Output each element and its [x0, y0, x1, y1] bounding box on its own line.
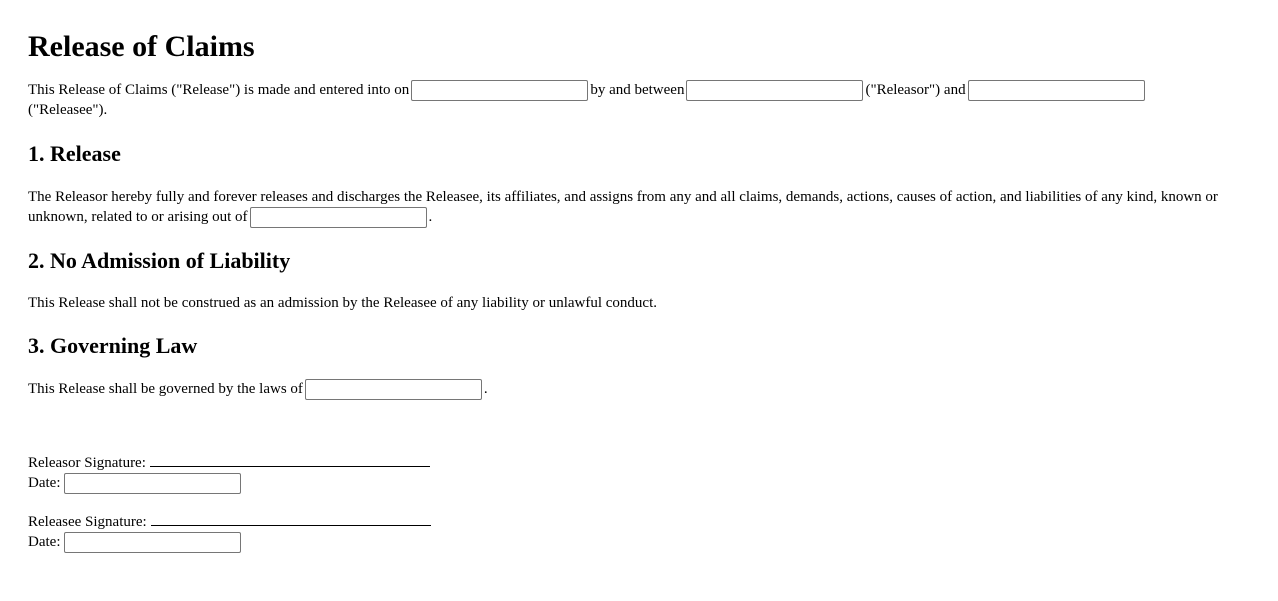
releasee-date-label: Date:: [28, 533, 61, 550]
releasee-signature-line[interactable]: [151, 510, 431, 526]
releasor-signature-label: Releasor Signature:: [28, 455, 146, 471]
releasor-date-field[interactable]: [64, 473, 241, 494]
section-1-text: The Releasor hereby fully and forever releases and discharges the Releasee, its affiliates, and assigns from any and all claims, demands, actions, causes of action, and liabilities of any kind, known or unknown, related to or arising out of: [28, 189, 1218, 225]
intro-text-1: This Release of Claims ("Release") is made and entered into on: [28, 81, 410, 98]
intro-text-3: ("Releasor") and: [865, 81, 966, 98]
intro-text-2: by and between: [590, 81, 685, 98]
section-2-heading: 2. No Admission of Liability: [28, 248, 291, 273]
intro-text-4: ("Releasee").: [28, 102, 108, 118]
section-3-text: This Release shall be governed by the laws of: [28, 380, 303, 397]
releasor-date-row: [28, 473, 1250, 494]
section-2-paragraph: This Release shall not be construed as an admission by the Releasee of any liability or unlawful conduct.: [28, 295, 658, 311]
releasee-date-field[interactable]: [64, 532, 241, 553]
intro-paragraph: [28, 80, 1250, 120]
releasor-date-label: Date:: [28, 474, 61, 491]
claim-subject-field[interactable]: [250, 207, 427, 228]
section-3-period: .: [483, 380, 488, 397]
releasee-date-row: [28, 532, 1250, 553]
releasee-signature-block: [28, 510, 1250, 553]
effective-date-field[interactable]: [411, 80, 588, 101]
releasor-signature-line[interactable]: [150, 451, 430, 467]
section-1-heading: 1. Release: [28, 141, 121, 166]
document-title: Release of Claims: [28, 30, 255, 63]
releasor-signature-block: [28, 451, 1250, 494]
governing-law-field[interactable]: [305, 379, 482, 400]
releasee-name-field[interactable]: [968, 80, 1145, 101]
section-3-heading: 3. Governing Law: [28, 333, 198, 358]
releasee-signature-label: Releasee Signature:: [28, 514, 147, 530]
releasor-name-field[interactable]: [686, 80, 863, 101]
section-1-paragraph: [28, 188, 1250, 228]
releasor-signature-row: [28, 451, 1250, 473]
section-3-paragraph: [28, 379, 1250, 400]
releasee-signature-row: [28, 510, 1250, 532]
section-1-period: .: [428, 208, 433, 225]
